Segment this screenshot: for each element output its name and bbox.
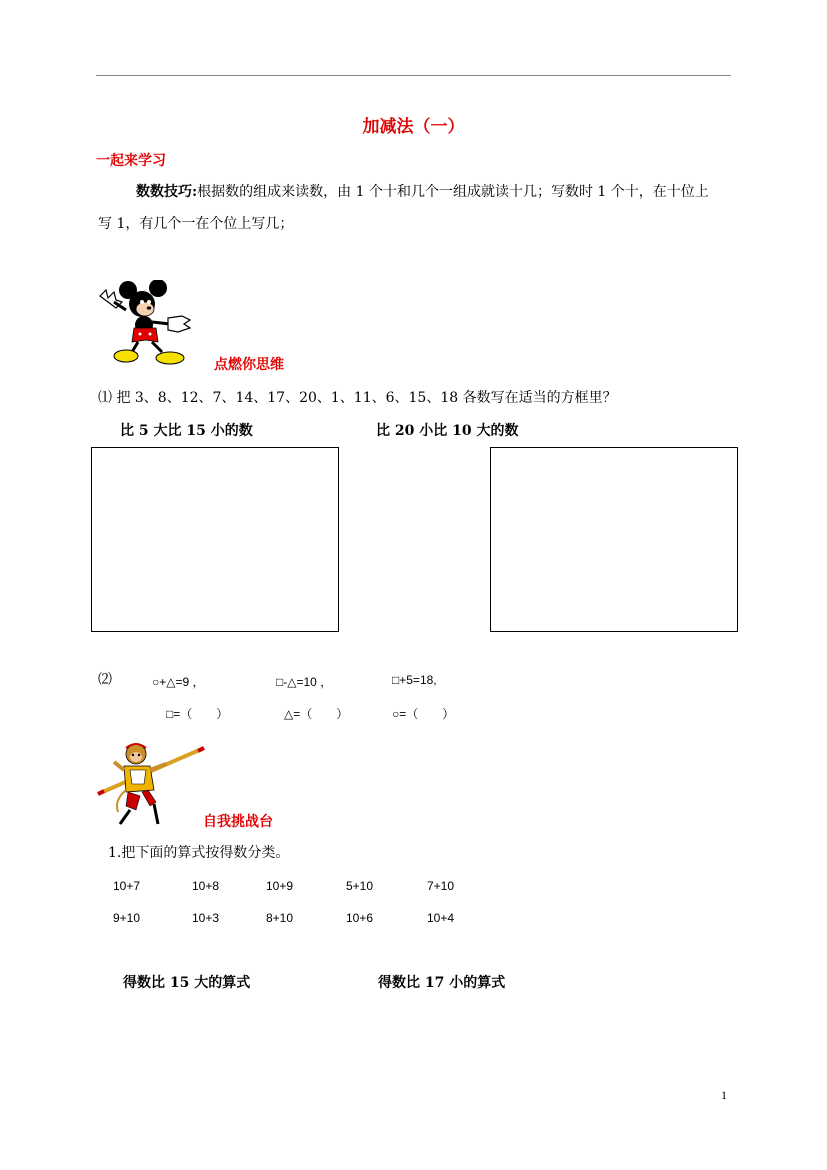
expression-item: 10+8 [192, 879, 220, 893]
expression-item: 10+4 [427, 911, 455, 925]
q1-label-right: 比 20 小比 10 大的数 [376, 423, 519, 439]
page-title: 加减法（一） [362, 117, 465, 137]
answer-box-right[interactable] [490, 447, 738, 632]
q2-number: ⑵ [98, 672, 112, 688]
expression-item: 8+10 [266, 911, 294, 925]
q2-equation-1: ○+△=9 ， [152, 675, 205, 689]
section-heading-challenge: 自我挑战台 [203, 814, 273, 830]
q2-answer-circle: ○=（ ） [392, 707, 455, 721]
answer-box-left[interactable] [91, 447, 339, 632]
header-rule [96, 75, 731, 76]
challenge-task: 1.把下面的算式按得数分类。 [108, 845, 290, 861]
q1-number: ⑴ [98, 390, 112, 406]
challenge-label-right: 得数比 17 小的算式 [378, 975, 506, 991]
challenge-label-left: 得数比 15 大的算式 [123, 975, 251, 991]
page-number: 1 [721, 1088, 727, 1102]
q1-label-left: 比 5 大比 15 小的数 [120, 423, 253, 439]
q1-text: 把 3、8、12、7、14、17、20、1、11、6、15、18 各数写在适当的方框里？ [116, 390, 617, 406]
expression-item: 10+7 [113, 879, 141, 893]
q2-answer-triangle: △=（ ） [284, 707, 349, 721]
tip-line-1 [136, 179, 709, 205]
expression-item: 9+10 [113, 911, 141, 925]
expression-item: 5+10 [346, 879, 374, 893]
q1-line [98, 385, 617, 411]
q2-equation-3: □+5=18, [392, 673, 437, 687]
expression-item: 10+9 [266, 879, 294, 893]
section-heading-think: 点燃你思维 [214, 357, 284, 373]
expression-item: 7+10 [427, 879, 455, 893]
tip-text-1: 根据数的组成来读数，由 1 个十和几个一组成就读十几；写数时 1 个十，在十位上 [197, 184, 709, 200]
tip-label: 数数技巧: [136, 184, 198, 200]
expression-item: 10+3 [192, 911, 220, 925]
expression-item: 10+6 [346, 911, 374, 925]
section-heading-learn: 一起来学习 [96, 153, 166, 169]
q2-answer-square: □=（ ） [166, 707, 229, 721]
mickey-mouse-illustration [96, 280, 196, 366]
monkey-king-illustration [96, 740, 206, 828]
tip-line-2: 写 1，有几个一在个位上写几； [98, 216, 294, 232]
q2-equation-2: □-△=10 ， [276, 675, 333, 689]
